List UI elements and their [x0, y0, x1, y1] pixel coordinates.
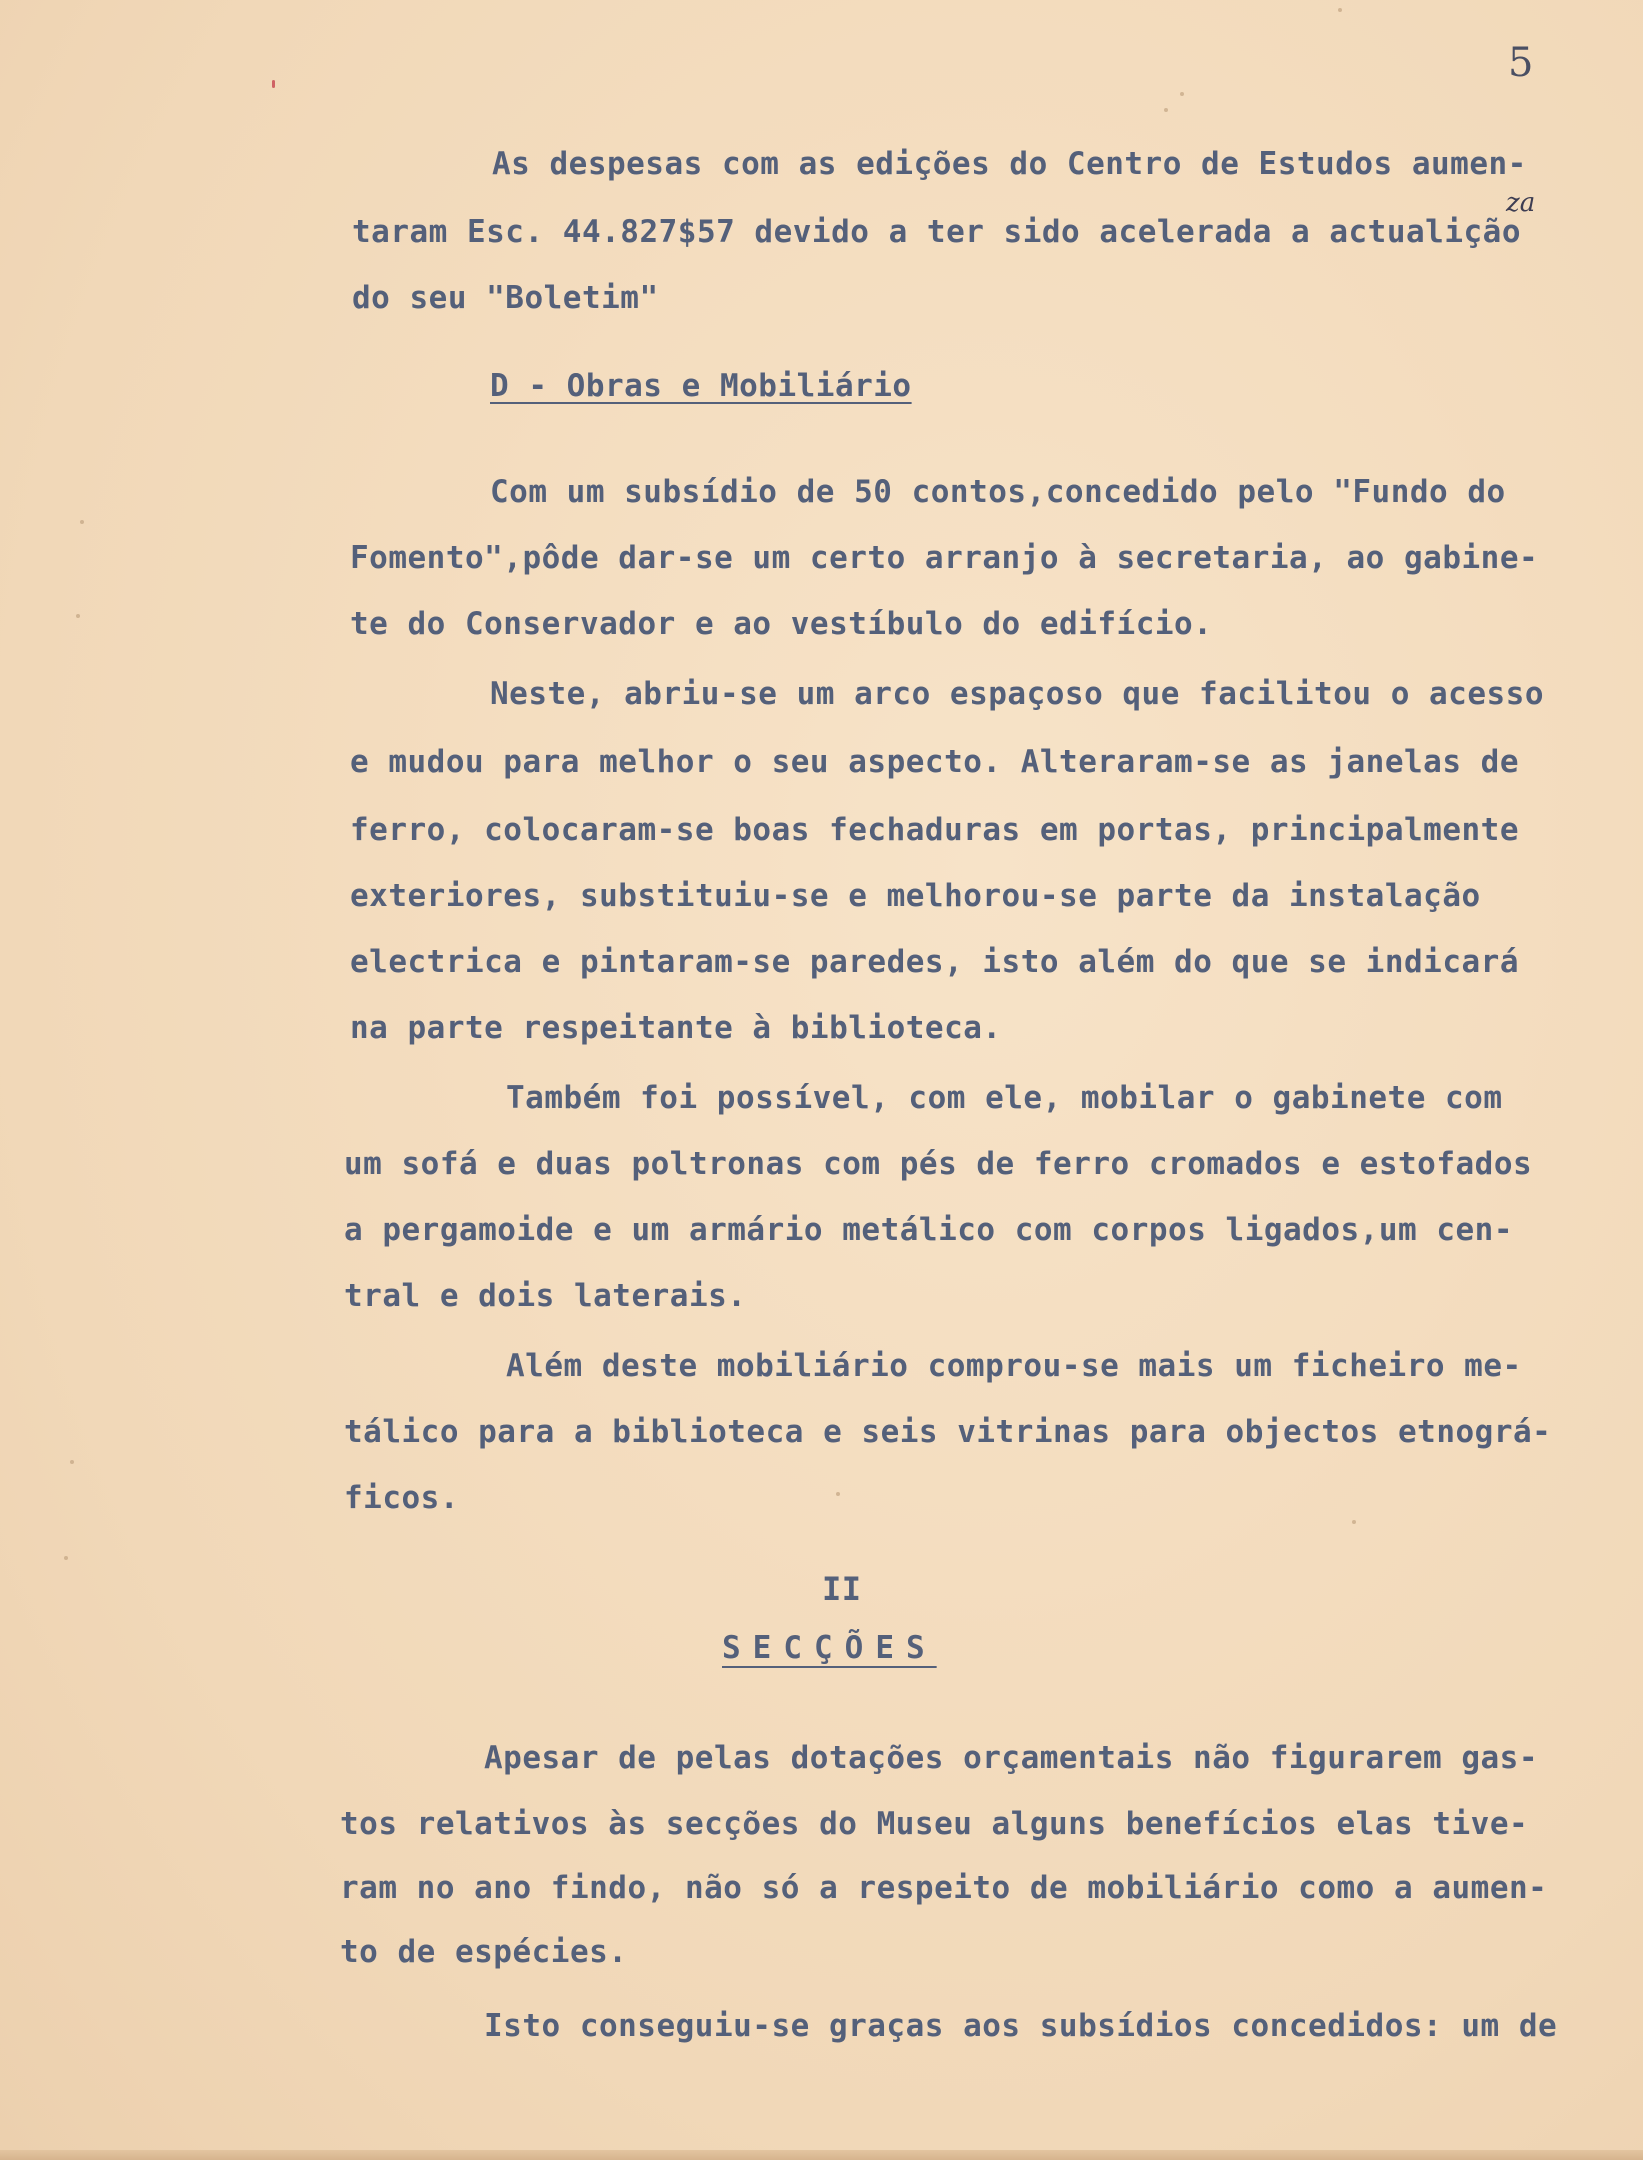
text-line: taram Esc. 44.827$57 devido a ter sido acelerada a actualição: [352, 214, 1521, 250]
paper-speck: [1338, 8, 1342, 12]
section-heading: D - Obras e Mobiliário: [490, 368, 912, 404]
text-line: ficos.: [344, 1480, 459, 1516]
paper-speck: [64, 1556, 68, 1560]
text-line: Além deste mobiliário comprou-se mais um ficheiro me-: [506, 1348, 1522, 1384]
paper-speck: [1352, 1520, 1356, 1524]
text-line: Apesar de pelas dotações orçamentais não figurarem gas-: [484, 1740, 1538, 1776]
text-line: a pergamoide e um armário metálico com corpos ligados,um cen-: [344, 1212, 1513, 1248]
text-line: na parte respeitante à biblioteca.: [350, 1010, 1002, 1046]
paper-speck: [76, 614, 80, 618]
paper-speck: [272, 80, 275, 88]
text-line: tral e dois laterais.: [344, 1278, 747, 1314]
text-line: ferro, colocaram-se boas fechaduras em portas, principalmente: [350, 812, 1519, 848]
text-line: As despesas com as edições do Centro de Estudos aumen-: [492, 146, 1527, 182]
text-line: to de espécies.: [340, 1934, 628, 1970]
paper-speck: [1180, 92, 1184, 96]
text-line: Fomento",pôde dar-se um certo arranjo à secretaria, ao gabine-: [350, 540, 1539, 576]
text-line: te do Conservador e ao vestíbulo do edifício.: [350, 606, 1213, 642]
text-line: do seu "Boletim": [352, 280, 659, 316]
text-line: um sofá e duas poltronas com pés de ferro cromados e estofados: [344, 1146, 1533, 1182]
page-number: 5: [1508, 40, 1534, 86]
text-line: Também foi possível, com ele, mobilar o gabinete com: [506, 1080, 1503, 1116]
text-line: tos relativos às secções do Museu alguns benefícios elas tive-: [340, 1806, 1529, 1842]
text-line: ram no ano findo, não só a respeito de mobiliário como a aumen-: [340, 1870, 1548, 1906]
text-line: tálico para a biblioteca e seis vitrinas para objectos etnográ-: [344, 1414, 1552, 1450]
paper-speck: [80, 520, 84, 524]
paper-speck: [836, 1492, 840, 1496]
paper-speck: [70, 1460, 74, 1464]
text-line: Neste, abriu-se um arco espaçoso que facilitou o acesso: [490, 676, 1544, 712]
text-line: Com um subsídio de 50 contos,concedido pelo "Fundo do: [490, 474, 1506, 510]
text-line: Isto conseguiu-se graças aos subsídios concedidos: um de: [484, 2008, 1558, 2044]
paper-bottom-edge: [0, 2150, 1643, 2160]
handwritten-annotation: za: [1506, 188, 1536, 218]
section-number: II: [822, 1570, 862, 1608]
text-line: electrica e pintaram-se paredes, isto além do que se indicará: [350, 944, 1519, 980]
text-line: exteriores, substituiu-se e melhorou-se parte da instalação: [350, 878, 1481, 914]
paper-speck: [1164, 108, 1168, 112]
section-title: SECÇÕES: [722, 1630, 937, 1666]
text-line: e mudou para melhor o seu aspecto. Alteraram-se as janelas de: [350, 744, 1519, 780]
